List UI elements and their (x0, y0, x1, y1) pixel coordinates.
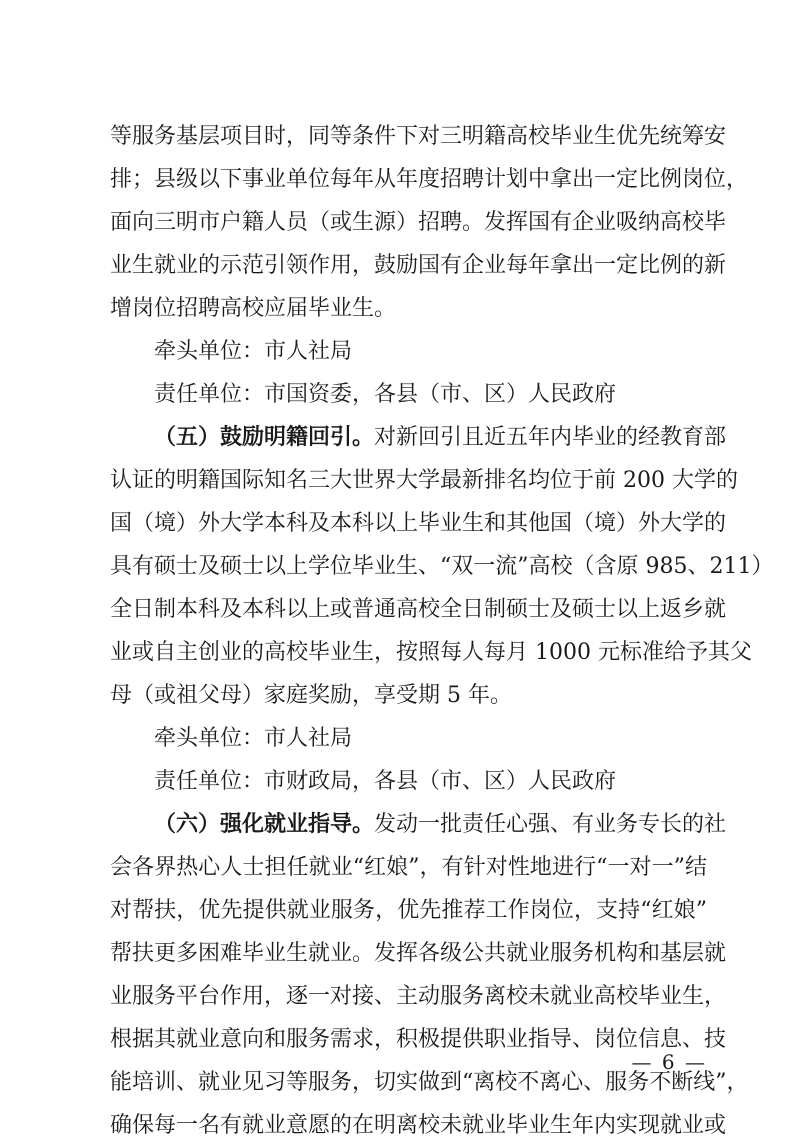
section-five-text: 对新回引且近五年内毕业的经教育部 (374, 425, 727, 450)
paragraph-line: 国（境）外大学本科及本科以上毕业生和其他国（境）外大学的 (110, 511, 727, 536)
section-five-first-line (110, 416, 727, 459)
paragraph-line: 增岗位招聘高校应届毕业生。 (110, 296, 397, 321)
paragraph-line: 具有硕士及硕士以上学位毕业生、“双一流”高校（含原 985、211） (110, 554, 774, 579)
lead-unit-line: 牵头单位：市人社局 (154, 339, 353, 364)
paragraph-line: 面向三明市户籍人员（或生源）招聘。发挥国有企业吸纳高校毕 (110, 210, 727, 235)
paragraph-line: 会各界热心人士担任就业“红娘”，有针对性地进行“一对一”结 (110, 855, 707, 880)
paragraph-line: 认证的明籍国际知名三大世界大学最新排名均位于前 200 大学的 (110, 468, 738, 493)
paragraph-line: 业或自主创业的高校毕业生，按照每人每月 1000 元标准给予其父 (110, 640, 752, 665)
section-five-heading: （五）鼓励明籍回引。 (154, 424, 375, 450)
paragraph-line: 等服务基层项目时，同等条件下对三明籍高校毕业生优先统筹安 (110, 124, 727, 149)
paragraph-line: 业生就业的示范引领作用，鼓励国有企业每年拿出一定比例的新 (110, 253, 727, 278)
section-six-heading: （六）强化就业指导。 (154, 811, 375, 837)
paragraph-line: 全日制本科及本科以上或普通高校全日制硕士及硕士以上返乡就 (110, 597, 727, 622)
paragraph-line: 母（或祖父母）家庭奖励，享受期 5 年。 (110, 683, 512, 708)
paragraph-line: 对帮扶，优先提供就业服务，优先推荐工作岗位，支持“红娘” (110, 898, 707, 923)
section-six-text: 发动一批责任心强、有业务专长的社 (374, 812, 727, 837)
paragraph-line: 业服务平台作用，逐一对接、主动服务离校未就业高校毕业生， (110, 984, 727, 1009)
paragraph-line: 帮扶更多困难毕业生就业。发挥各级公共就业服务机构和基层就 (110, 941, 727, 966)
responsible-unit-line: 责任单位：市国资委，各县（市、区）人民政府 (154, 382, 617, 407)
paragraph-line: 排；县级以下事业单位每年从年度招聘计划中拿出一定比例岗位， (110, 167, 749, 192)
responsible-unit-line: 责任单位：市财政局，各县（市、区）人民政府 (154, 769, 617, 794)
document-body (110, 115, 774, 1147)
page-number: — 6 — (631, 1050, 707, 1074)
paragraph-line: 根据其就业意向和服务需求，积极提供职业指导、岗位信息、技 (110, 1027, 727, 1052)
paragraph-line: 能培训、就业见习等服务，切实做到“离校不离心、服务不断线”， (110, 1070, 749, 1095)
lead-unit-line: 牵头单位：市人社局 (154, 726, 353, 751)
paragraph-line: 确保每一名有就业意愿的在明离校未就业毕业生年内实现就业或 (110, 1113, 727, 1138)
section-six-first-line (110, 803, 727, 846)
